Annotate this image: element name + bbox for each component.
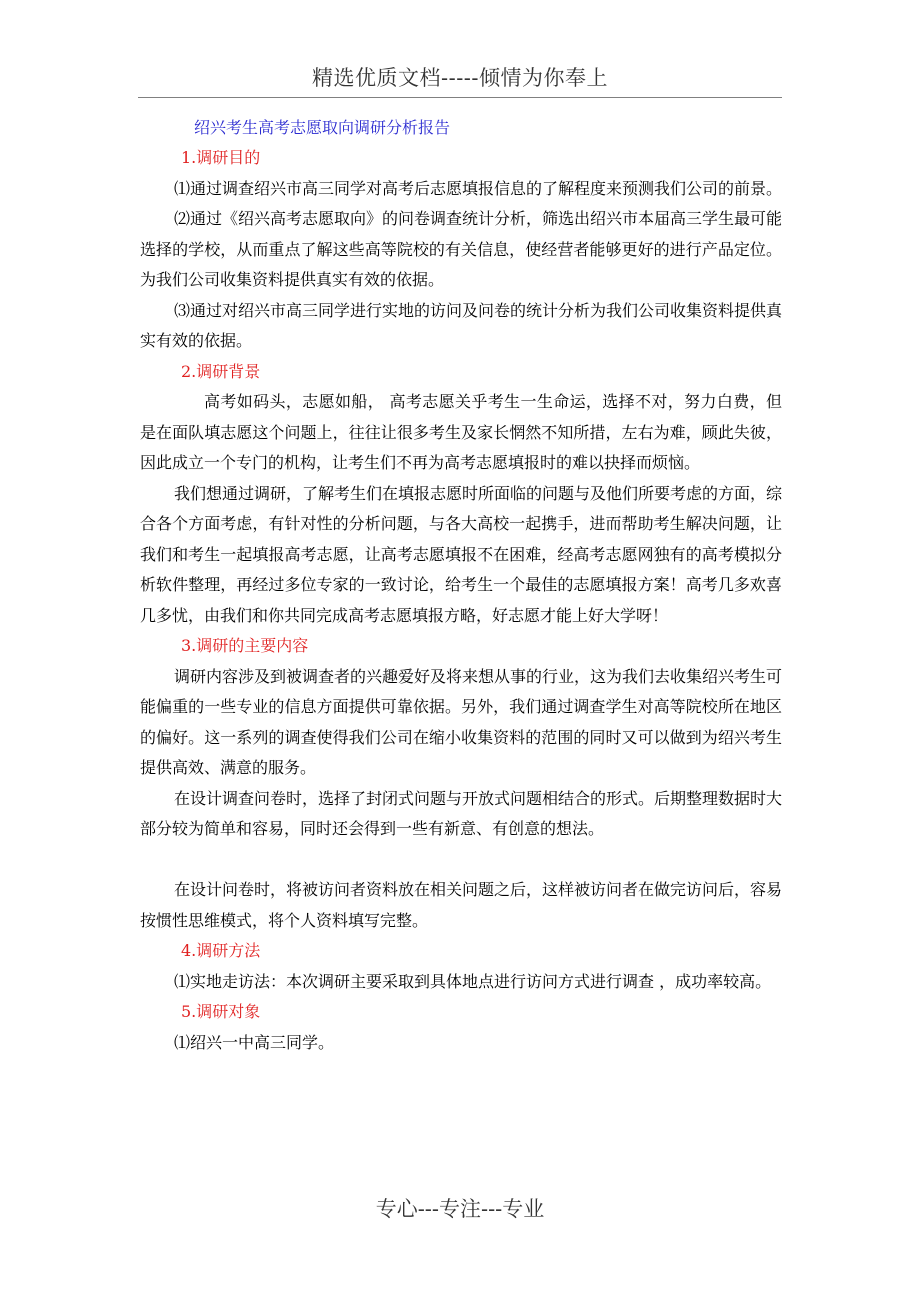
section-heading-content: 3.调研的主要内容 xyxy=(181,636,309,655)
section-heading-method: 4.调研方法 xyxy=(181,941,261,960)
paragraph-method-1: ⑴实地走访法：本次调研主要采取到具体地点进行访问方式进行调查 ，成功率较高。 xyxy=(174,971,772,991)
report-title: 绍兴考生高考志愿取向调研分析报告 xyxy=(194,118,451,137)
paragraph-background-1: 高考如码头，志愿如船， 高考志愿关乎考生一生命运，选择不对，努力白费，但是在面队填志愿这个问题上，往往让很多考生及家长惘然不知所措，左右为难，顾此失彼，因此成立一个专门的机构，让考生们不再为高考志愿填报时的难以抉择而烦恼。 xyxy=(140,392,782,472)
section-heading-background: 2.调研背景 xyxy=(181,361,261,381)
paragraph-purpose-2: ⑵通过《绍兴高考志愿取向》的问卷调查统计分析，筛选出绍兴市本届高三学生最可能选择的学校，从而重点了解这些高等院校的有关信息，使经营者能够更好的进行产品定位。为我们公司收集资料提供真实有效的依据。 xyxy=(140,209,783,289)
page-footer: 专心---专注---专业 xyxy=(375,1197,545,1221)
paragraph-background-2: 我们想通过调研，了解考生们在填报志愿时所面临的问题与及他们所要考虑的方面，综合各个方面考虑，有针对性的分析问题，与各大高校一起携手，进而帮助考生解决问题，让我们和考生一起填报高考志愿，让高考志愿填报不在困难，经高考志愿网独有的高考模拟分析软件整理，再经过多位专家的一致讨论，给考生一个最佳的志愿填报方案！高考几多欢喜几多忧，由我们和你共同完成高考志愿填报方略，好志愿才能上好大学呀！ xyxy=(140,483,783,625)
document-body xyxy=(140,113,782,1058)
blank-line xyxy=(140,845,782,876)
paragraph-content-1: 调研内容涉及到被调查者的兴趣爱好及将来想从事的行业，这为我们去收集绍兴考生可能偏重的一些专业的信息方面提供可靠依据。另外，我们通过调查学生对高等院校所在地区的偏好。这一系列的调查使得我们公司在缩小收集资料的范围的同时又可以做到为绍兴考生提供高效、满意的服务。 xyxy=(140,666,783,777)
paragraph-purpose-3: ⑶通过对绍兴市高三同学进行实地的访问及问卷的统计分析为我们公司收集资料提供真实有效的依据。 xyxy=(140,300,783,350)
header-divider xyxy=(138,97,782,98)
paragraph-content-2: 在设计调查问卷时，选择了封闭式问题与开放式问题相结合的形式。后期整理数据时大部分较为简单和容易，同时还会得到一些有新意、有创意的想法。 xyxy=(140,788,783,838)
section-heading-purpose: 1.调研目的 xyxy=(181,148,261,167)
page-header: 精选优质文档-----倾情为你奉上 xyxy=(312,66,608,90)
paragraph-content-3: 在设计问卷时，将被访问者资料放在相关问题之后，这样被访问者在做完访问后，容易按惯性思维模式，将个人资料填写完整。 xyxy=(140,880,783,930)
paragraph-purpose-1: ⑴通过调查绍兴市高三同学对高考后志愿填报信息的了解程度来预测我们公司的前景。 xyxy=(174,178,783,198)
paragraph-subjects-1: ⑴绍兴一中高三同学。 xyxy=(174,1032,335,1052)
section-heading-subjects: 5.调研对象 xyxy=(181,1002,261,1021)
